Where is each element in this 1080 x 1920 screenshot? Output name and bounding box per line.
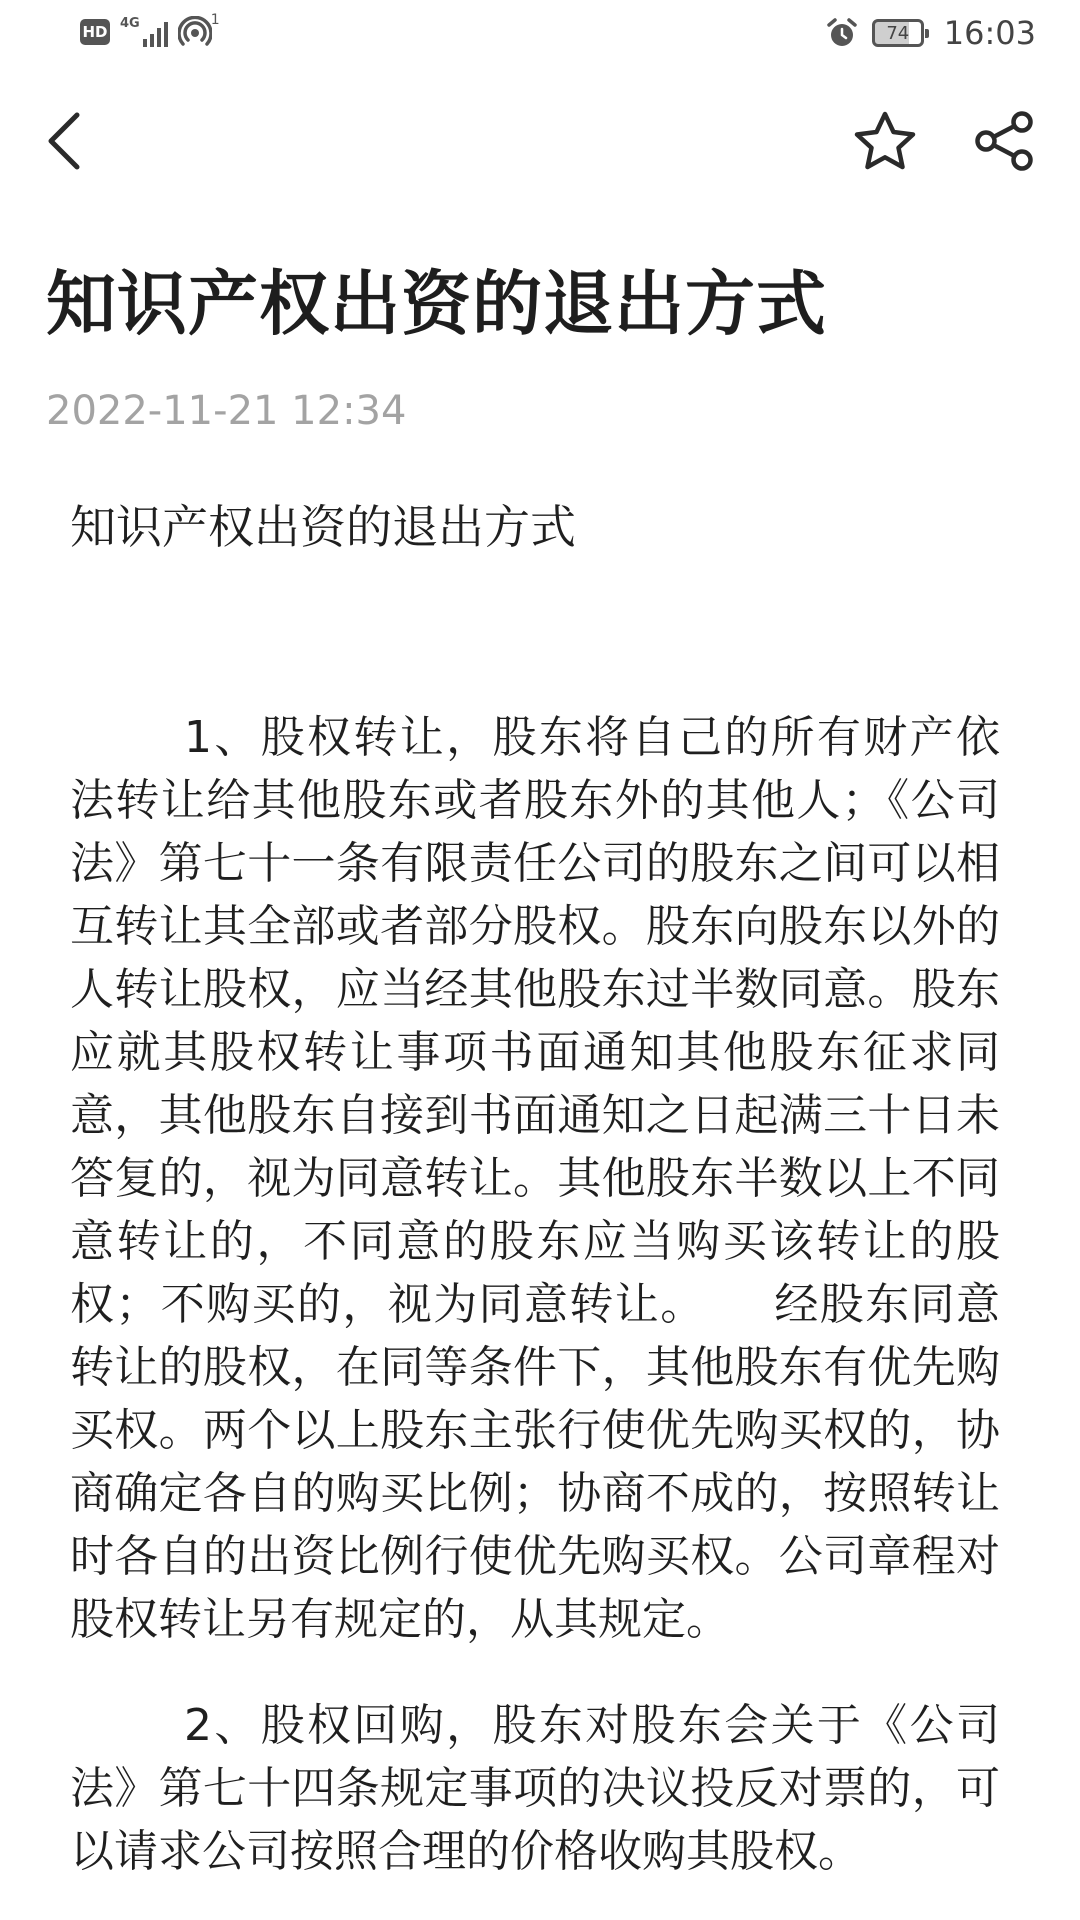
battery-icon — [872, 19, 924, 47]
article-subtitle: 知识产权出资的退出方式 — [70, 500, 576, 554]
hotspot-count: 1 — [210, 12, 220, 28]
back-button[interactable] — [30, 106, 100, 176]
share-button[interactable] — [970, 106, 1040, 176]
signal-4g-icon — [120, 17, 168, 47]
share-icon — [972, 110, 1038, 172]
hd-icon: HD — [80, 19, 110, 45]
article-paragraph: 2、股权回购，股东对股东会关于《公司法》第七十四条规定事项的决议投反对票的，可以请求公司按照合理的价格收购其股权。 — [70, 1700, 1000, 1877]
article-paragraph: 1、股权转让，股东将自己的所有财产依法转让给其他股东或者股东外的其他人；《公司法》第七十一条有限责任公司的股东之间可以相互转让其全部或者部分股权。股东向股东以外的人转让股权，应当经其他股东过半数同意。股东应就其股权转让事项书面通知其他股东征求同意，其他股东自接到书面通知之日起满三十日未答复的，视为同意转让。其他股东半数以上不同意转让的，不同意的股东应当购买该转让的股权；不购买的，视为同意转让。 经股东同意转让的股权，在同等条件下，其他股东有优先购买权。两个以上股东主张行使优先购买权的，协商确定各自的购买比例；协商不成的，按照转让时各自的出资比例行使优先购买权。公司章程对股权转让另有规定的，从其规定。 — [70, 712, 1000, 1645]
article-timestamp: 2022-11-21 12:34 — [46, 388, 407, 434]
status-time: 16:03 — [943, 14, 1036, 52]
battery-level: 74 — [886, 22, 910, 44]
alarm-icon — [824, 15, 860, 51]
hotspot-icon — [178, 12, 220, 48]
toolbar — [0, 96, 1080, 186]
star-icon — [853, 110, 917, 172]
network-label: 4G — [120, 16, 140, 31]
status-left — [80, 12, 220, 48]
article-title: 知识产权出资的退出方式 — [46, 263, 827, 345]
article-body — [70, 496, 1000, 1883]
status-right — [824, 14, 1036, 52]
favorite-button[interactable] — [850, 106, 920, 176]
status-bar — [0, 0, 1080, 76]
back-arrow-icon — [43, 111, 87, 171]
